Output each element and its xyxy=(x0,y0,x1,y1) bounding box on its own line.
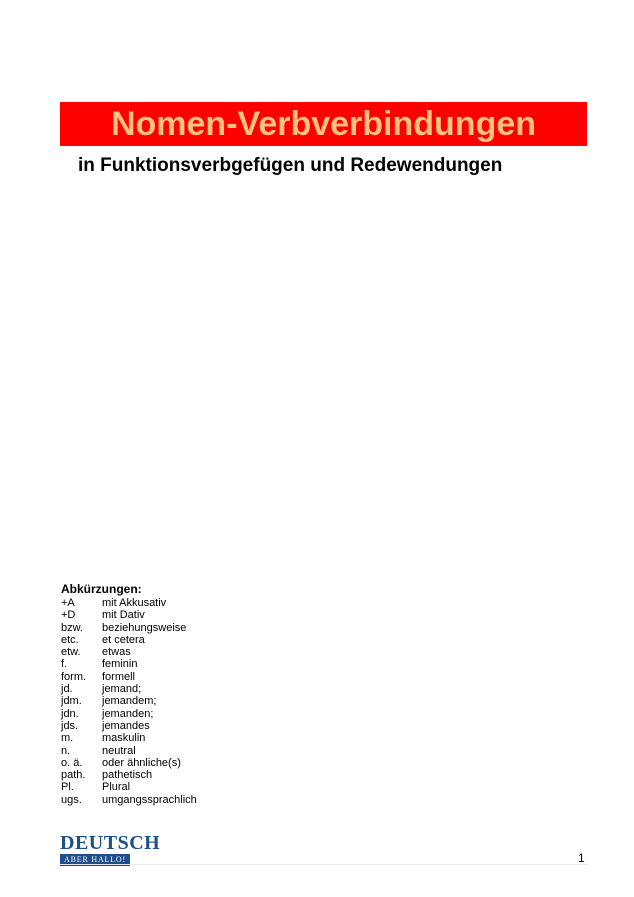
abbreviations-list xyxy=(61,597,361,806)
abbreviation-meaning: formell xyxy=(102,670,136,683)
abbreviation-key: ugs. xyxy=(61,793,82,806)
abbreviation-row xyxy=(61,634,361,646)
abbreviation-key: Pl. xyxy=(61,781,74,794)
abbreviation-key: jdm. xyxy=(61,695,82,708)
abbreviation-key: jds. xyxy=(61,719,79,732)
abbreviation-row xyxy=(61,757,361,769)
title-banner xyxy=(60,102,587,146)
abbreviation-key: path. xyxy=(61,769,86,782)
abbreviation-row xyxy=(61,769,361,781)
abbreviation-meaning: pathetisch xyxy=(102,769,153,782)
abbreviation-key: m. xyxy=(61,732,74,745)
abbreviations-section xyxy=(61,582,361,806)
abbreviation-key: o. ä. xyxy=(61,756,83,769)
abbreviation-meaning: mit Akkusativ xyxy=(102,597,167,609)
abbreviation-key: f. xyxy=(61,658,68,671)
abbreviation-key: +D xyxy=(61,609,76,622)
abbreviation-key: form. xyxy=(61,670,87,683)
abbreviation-meaning: jemandem; xyxy=(102,695,157,708)
abbreviation-meaning: etwas xyxy=(102,646,131,659)
abbreviation-meaning: oder ähnliche(s) xyxy=(102,756,181,769)
abbreviation-key: n. xyxy=(61,744,71,757)
abbreviation-meaning: umgangssprachlich xyxy=(102,793,197,806)
abbreviation-key: jd. xyxy=(61,683,73,696)
logo-tagline: ABER HALLO! xyxy=(60,854,130,866)
abbreviation-key: jdn. xyxy=(61,707,79,720)
abbreviation-row xyxy=(61,622,361,634)
abbreviation-row xyxy=(61,720,361,732)
abbreviation-meaning: jemandes xyxy=(102,719,150,732)
abbreviation-key: etw. xyxy=(61,646,81,659)
abbreviation-row xyxy=(61,794,361,806)
logo-wordmark: DEUTSCH xyxy=(60,832,161,854)
footer-divider xyxy=(60,864,588,865)
abbreviation-meaning: maskulin xyxy=(102,732,146,745)
abbreviation-key: bzw. xyxy=(61,621,84,634)
abbreviation-meaning: neutral xyxy=(102,744,136,757)
abbreviation-key: +A xyxy=(61,597,75,609)
abbreviation-meaning: jemand; xyxy=(102,683,142,696)
deutsch-aber-hallo-logo xyxy=(60,833,162,866)
abbreviation-row xyxy=(61,781,361,793)
abbreviation-meaning: mit Dativ xyxy=(102,609,145,622)
abbreviation-key: etc. xyxy=(61,633,79,646)
document-subtitle: in Funktionsverbgefügen und Redewendungen xyxy=(78,155,503,176)
abbreviation-row xyxy=(61,646,361,658)
abbreviation-meaning: et cetera xyxy=(102,633,145,646)
abbreviation-row xyxy=(61,732,361,744)
abbreviation-meaning: beziehungsweise xyxy=(102,621,187,634)
abbreviation-row xyxy=(61,708,361,720)
abbreviation-row xyxy=(61,609,361,621)
abbreviation-row xyxy=(61,658,361,670)
abbreviation-meaning: Plural xyxy=(102,781,131,794)
document-title: Nomen-Verbverbindungen xyxy=(110,105,537,143)
abbreviation-row xyxy=(61,695,361,707)
abbreviation-row xyxy=(61,597,361,609)
page-number: 1 xyxy=(578,851,585,865)
abbreviation-row xyxy=(61,745,361,757)
abbreviation-meaning: jemanden; xyxy=(102,707,154,720)
abbreviations-heading: Abkürzungen: xyxy=(61,582,142,596)
abbreviation-row xyxy=(61,671,361,683)
abbreviation-row xyxy=(61,683,361,695)
abbreviation-meaning: feminin xyxy=(102,658,138,671)
